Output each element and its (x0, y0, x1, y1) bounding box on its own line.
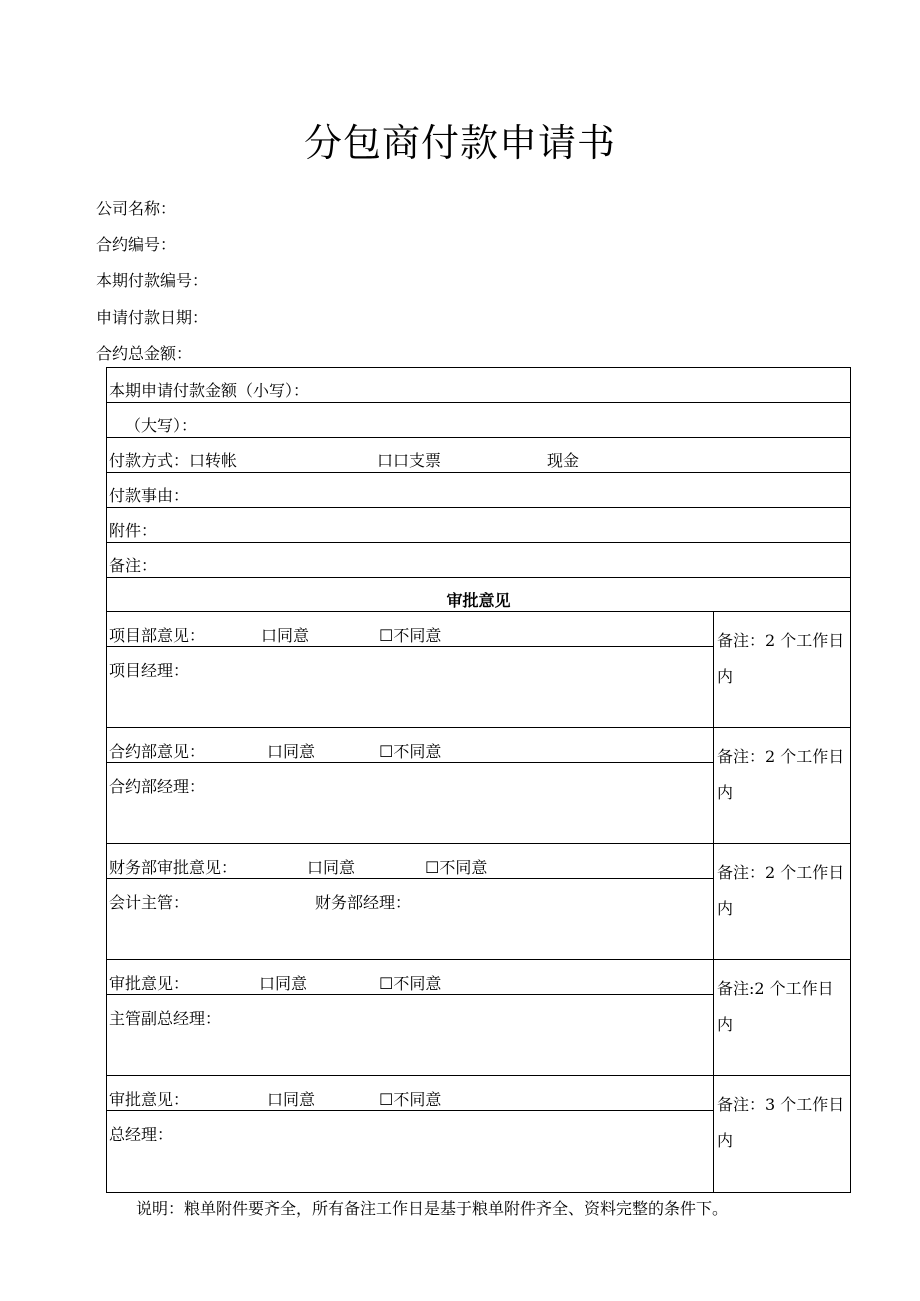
approval-note: 备注：2 个工作日内 (717, 863, 845, 918)
agree-checkbox[interactable]: 口同意 (267, 742, 316, 761)
apply-date-field: 申请付款日期： (96, 308, 209, 327)
signer-label: 项目经理： (109, 661, 190, 680)
amount-lower-row (107, 368, 850, 403)
contract-total-field: 合约总金额： (96, 344, 193, 363)
payment-number-field: 本期付款编号： (96, 271, 209, 290)
disagree-checkbox[interactable]: ☐不同意 (379, 974, 442, 993)
attachment-row (107, 508, 850, 543)
approval-note: 备注：2 个工作日内 (717, 747, 845, 802)
agree-checkbox[interactable]: 口同意 (261, 626, 310, 645)
approval-block-finance (107, 844, 850, 960)
contract-number-field: 合约编号： (96, 235, 177, 254)
signer-label: 合约部经理： (109, 777, 206, 796)
disagree-checkbox[interactable]: ☐不同意 (379, 742, 442, 761)
approval-block-contract (107, 728, 850, 844)
attachment-label: 附件： (109, 521, 158, 540)
approval-opinion-label: 审批意见： (109, 1090, 190, 1109)
approval-opinion-label: 项目部意见： (109, 626, 206, 645)
approval-opinion-label: 合约部意见： (109, 742, 206, 761)
payment-reason-label: 付款事由： (109, 486, 190, 505)
approval-opinion-label: 审批意见： (109, 974, 190, 993)
approval-note: 备注：3 个工作日内 (717, 1095, 845, 1150)
agree-checkbox[interactable]: 口同意 (307, 858, 356, 877)
signer-label: 主管副总经理： (109, 1009, 222, 1028)
approval-opinion-label: 财务部审批意见： (109, 858, 238, 877)
payment-method-check[interactable]: 口口支票 (377, 451, 442, 470)
disagree-checkbox[interactable]: ☐不同意 (379, 626, 442, 645)
company-name-field: 公司名称： (96, 199, 177, 218)
amount-upper-label: （大写）： (125, 416, 198, 435)
remarks-row (107, 543, 850, 578)
approval-header-row (107, 578, 850, 612)
agree-checkbox[interactable]: 口同意 (259, 974, 308, 993)
payment-method-row (107, 438, 850, 473)
footer-note: 说明：粮单附件要齐全，所有备注工作日是基于粮单附件齐全、资料完整的条件下。 (136, 1199, 729, 1218)
approval-note: 备注:2 个工作日内 (717, 979, 834, 1034)
approval-block-project (107, 612, 850, 728)
approval-header: 审批意见 (446, 591, 511, 610)
signer-label: 会计主管： (109, 893, 190, 912)
amount-lower-label: 本期申请付款金额（小写）： (109, 381, 310, 400)
payment-method-cash[interactable]: 现金 (547, 451, 580, 470)
approval-note: 备注：2 个工作日内 (717, 631, 845, 686)
amount-upper-row (107, 403, 850, 438)
approval-block-deputy (107, 960, 850, 1076)
page-title: 分包商付款申请书 (303, 121, 616, 165)
signer-label: 总经理： (109, 1125, 174, 1144)
payment-reason-row (107, 473, 850, 508)
approval-block-gm (107, 1076, 850, 1192)
agree-checkbox[interactable]: 口同意 (267, 1090, 316, 1109)
remarks-label: 备注： (109, 556, 158, 575)
disagree-checkbox[interactable]: ☐不同意 (379, 1090, 442, 1109)
signer-label-secondary: 财务部经理： (315, 893, 412, 912)
payment-method-transfer[interactable]: 付款方式：口转帐 (109, 451, 238, 470)
disagree-checkbox[interactable]: ☐不同意 (425, 858, 488, 877)
payment-form-table (106, 367, 851, 1193)
